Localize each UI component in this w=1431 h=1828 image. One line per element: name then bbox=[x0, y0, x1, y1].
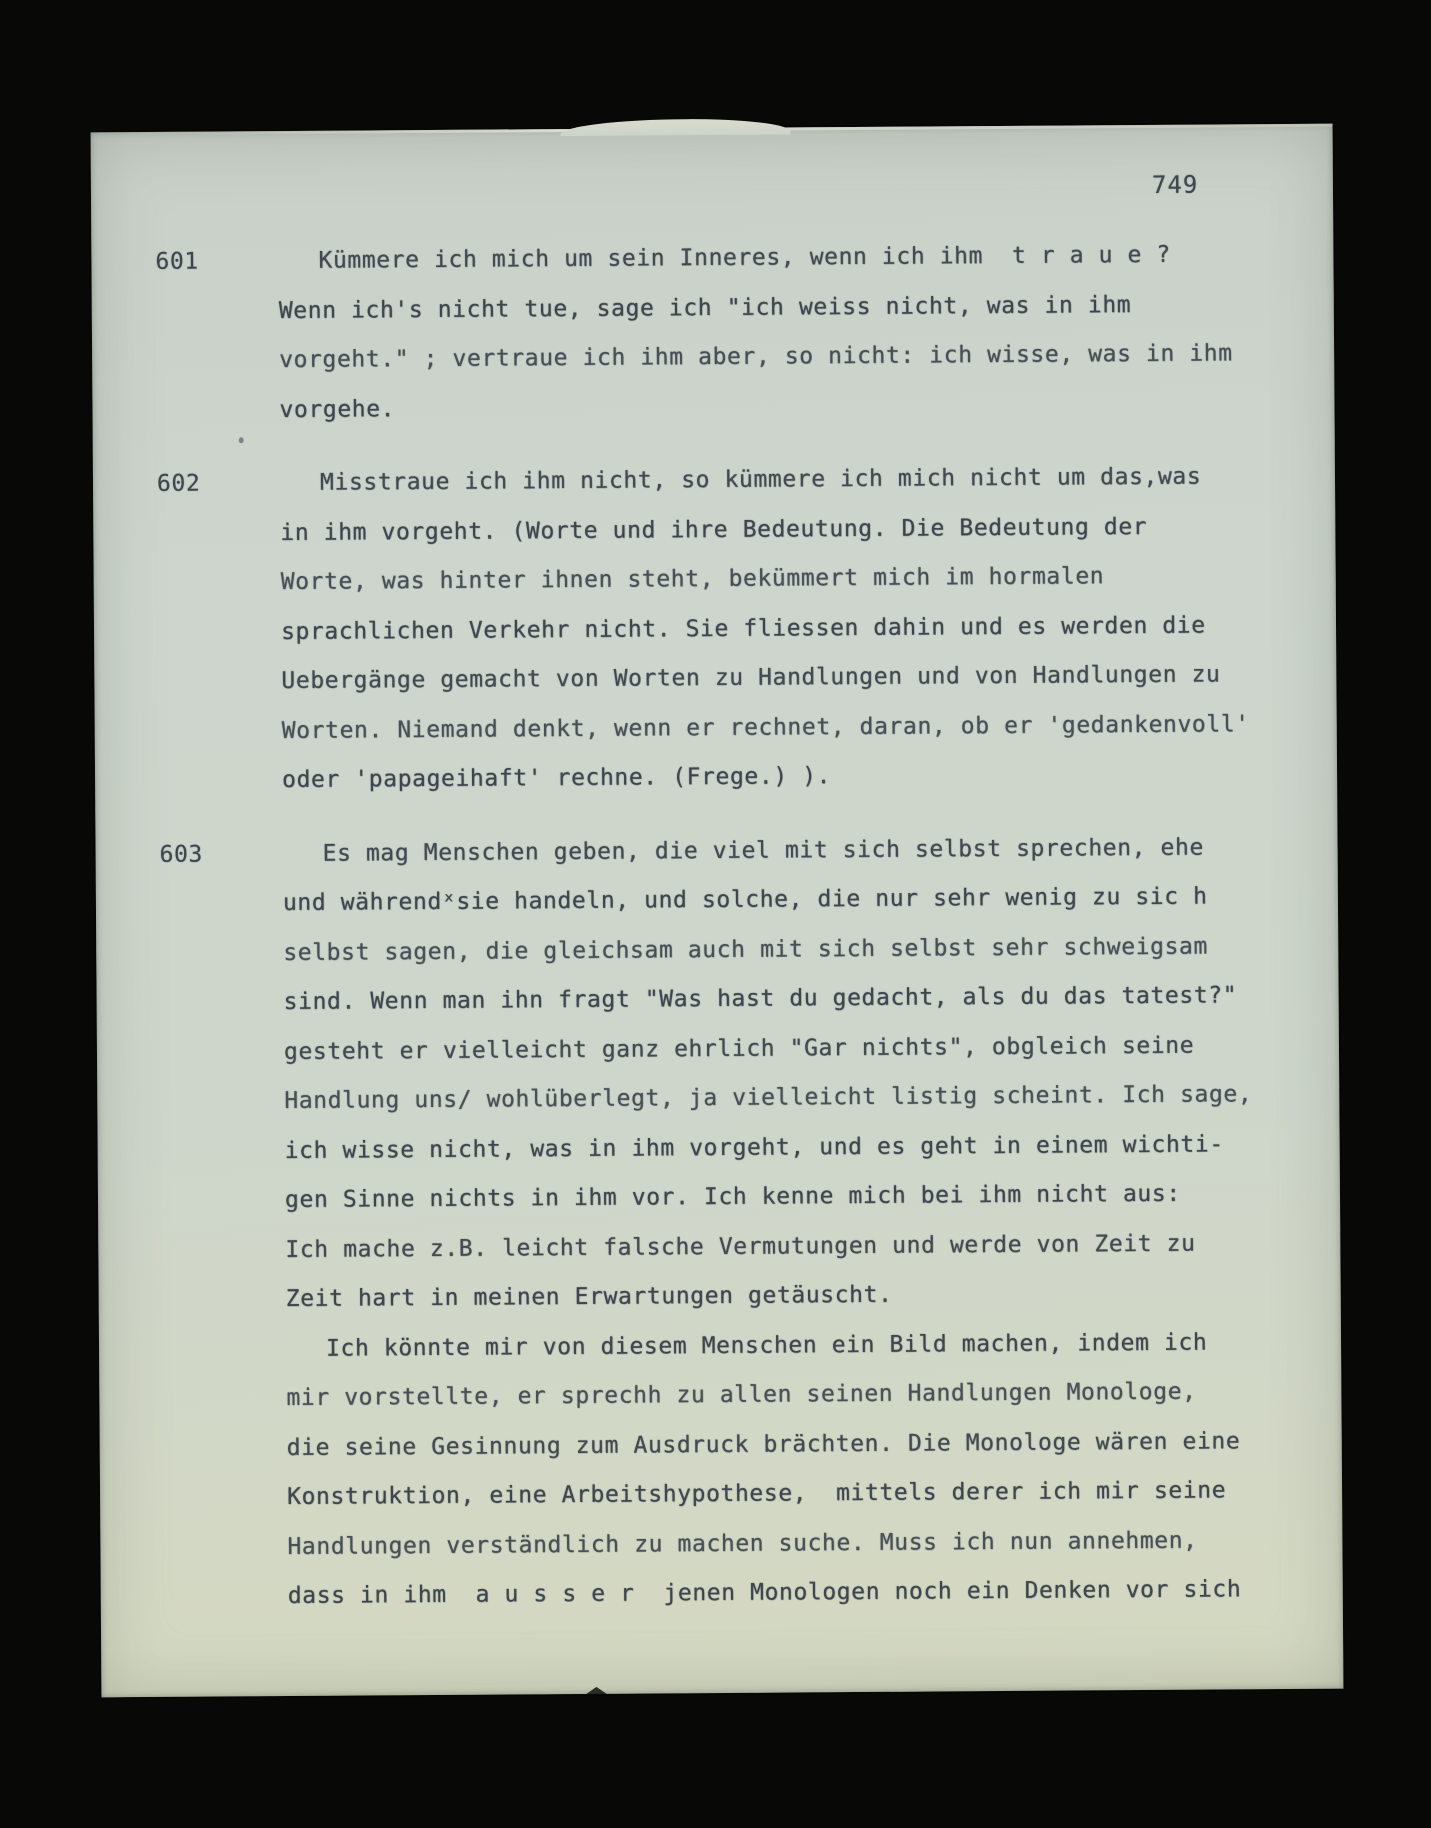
typescript-line: oder 'papageihaft' rechne. (Frege.) ). bbox=[281, 763, 832, 794]
section-lines bbox=[93, 452, 1337, 807]
section-lines bbox=[95, 822, 1342, 1623]
typescript-line: sprachlichen Verkehr nicht. Sie fliessen dahin und es werden die bbox=[280, 612, 1206, 645]
typescript-line: vorgehe. bbox=[279, 395, 396, 423]
typescript-line: ich wisse nicht, was in ihm vorgeht, und es geht in einem wichti- bbox=[284, 1130, 1224, 1164]
typescript-line: Zeit hart in meinen Erwartungen getäuscht. bbox=[285, 1281, 893, 1313]
typescript-line: Konstruktion, eine Arbeitshypothese, mittels derer ich mir seine bbox=[286, 1477, 1227, 1511]
typescript-line: sind. Wenn man ihn fragt "Was hast du gedacht, als du das tatest?" bbox=[283, 982, 1238, 1016]
typescript-line: Ich mache z.B. leicht falsche Vermutungen und werde von Zeit zu bbox=[285, 1230, 1196, 1263]
typescript-line: selbst sagen, die gleichsam auch mit sich selbst sehr schweigsam bbox=[283, 933, 1208, 966]
section-603 bbox=[95, 822, 1342, 1623]
typescript-line: in ihm vorgeht. (Worte und ihre Bedeutung. Die Bedeutung der bbox=[280, 513, 1148, 546]
section-601 bbox=[91, 230, 1334, 437]
typescript-line: Wenn ich's nicht tue, sage ich "ich weiss nicht, was in ihm bbox=[278, 291, 1132, 324]
typescript-line: Ich könnte mir von diesem Menschen ein Bild machen, indem ich bbox=[325, 1329, 1208, 1362]
typescript-line: und währendˣsie handeln, und solche, die nur sehr wenig zu sic h bbox=[282, 883, 1208, 917]
stray-ink-dot bbox=[239, 437, 244, 443]
typescript-line: Uebergänge gemacht von Worten zu Handlungen und von Handlungen zu bbox=[281, 661, 1221, 695]
typescript-line: mir vorstellte, er sprechh zu allen seinen Handlungen Monologe, bbox=[286, 1378, 1197, 1412]
typescript-line: Es mag Menschen geben, die viel mit sich selbst sprechen, ehe bbox=[322, 834, 1204, 867]
typescript-line: Worte, was hinter ihnen steht, bekümmert mich im hormalen bbox=[280, 563, 1105, 596]
typescript-page bbox=[91, 124, 1344, 1698]
typescript-line: vorgeht." ; vertraue ich ihm aber, so nicht: ich wisse, was in ihm bbox=[279, 340, 1233, 374]
section-number: 603 bbox=[159, 841, 204, 868]
page-number: 749 bbox=[1151, 170, 1199, 199]
typescript-line: Misstraue ich ihm nicht, so kümmere ich mich nicht um das,was bbox=[319, 463, 1202, 496]
typescript-line: Kümmere ich mich um sein Inneres, wenn ich ihm t r a u e ? bbox=[318, 241, 1171, 274]
typescript-line: dass in ihm a u s s e r jenen Monologen noch ein Denken vor sich bbox=[287, 1576, 1242, 1610]
section-602 bbox=[93, 452, 1337, 807]
typescript-line: Handlungen verständlich zu machen suche. Muss ich nun annehmen, bbox=[287, 1527, 1198, 1560]
section-number: 601 bbox=[155, 248, 199, 275]
section-lines bbox=[91, 230, 1334, 437]
section-number: 602 bbox=[156, 470, 201, 497]
typescript-line: gen Sinne nichts in ihm vor. Ich kenne mich bei ihm nicht aus: bbox=[284, 1180, 1181, 1214]
typescript-line: Worten. Niemand denkt, wenn er rechnet, daran, ob er 'gedankenvoll' bbox=[281, 710, 1250, 744]
typescript-line: die seine Gesinnung zum Ausdruck brächten. Die Monologe wären eine bbox=[286, 1427, 1241, 1461]
bottom-edge-tear bbox=[583, 1687, 609, 1696]
typescript-line: gesteht er vielleicht ganz ehrlich "Gar nichts", obgleich seine bbox=[283, 1032, 1195, 1065]
typescript-line: Handlung uns/ wohlüberlegt, ja vielleicht listig scheint. Ich sage, bbox=[284, 1081, 1253, 1115]
typescript-body bbox=[91, 124, 1343, 1623]
